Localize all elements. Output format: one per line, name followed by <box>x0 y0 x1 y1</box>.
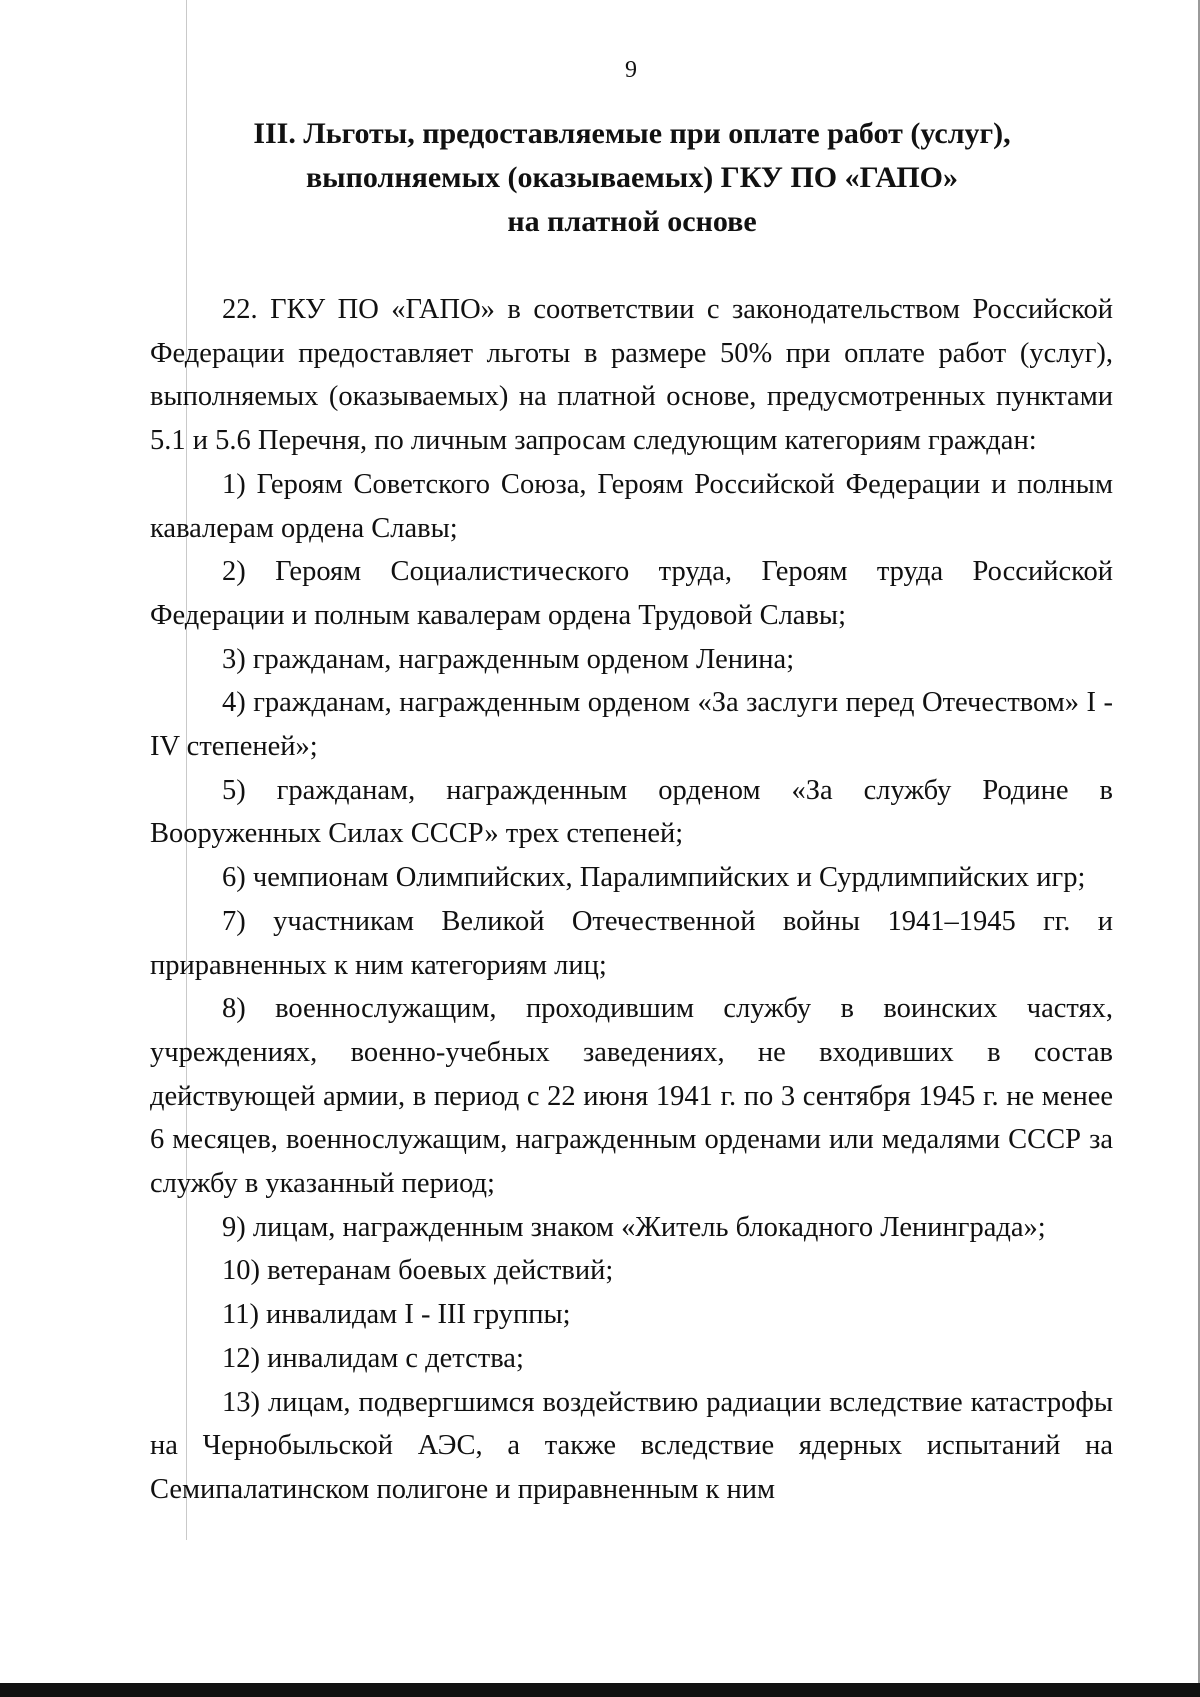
section-title-line-2: выполняемых (оказываемых) ГКУ ПО «ГАПО» <box>305 161 959 194</box>
list-item-4: 4) гражданам, награжденным орденом «За заслуги перед Отечеством» I - IV степеней»; <box>150 687 1113 763</box>
list-item-11: 11) инвалидам I - III группы; <box>222 1299 571 1331</box>
body-text <box>150 288 1113 1512</box>
section-title <box>150 112 1114 244</box>
page-number: 9 <box>625 57 637 83</box>
section-title-line-3: на платной основе <box>507 205 757 238</box>
list-item-5: 5) гражданам, награжденным орденом «За службу Родине в Вооруженных Силах СССР» трех степеней; <box>150 774 1113 850</box>
list-item-9: 9) лицам, награжденным знаком «Житель блокадного Ленинграда»; <box>222 1211 1046 1243</box>
list-item-3: 3) гражданам, награжденным орденом Ленина; <box>222 643 795 675</box>
list-item-6: 6) чемпионам Олимпийских, Паралимпийских и Сурдлимпийских игр; <box>222 862 1086 894</box>
scan-bottom-border <box>0 1683 1200 1697</box>
list-item-10: 10) ветеранам боевых действий; <box>222 1255 614 1287</box>
list-item-2: 2) Героям Социалистического труда, Героям труда Российской Федерации и полным кавалерам ордена Трудовой Славы; <box>150 556 1113 631</box>
paragraph-22-intro: 22. ГКУ ПО «ГАПО» в соответствии с законодательством Российской Федерации предоставляет льготы в размере 50% при оплате работ (услуг), выполняемых (оказываемых) на платной основе, предусмотренных пунктами 5.1 и 5.6 Перечня, по личным запросам следующим категориям граждан: <box>150 294 1113 457</box>
list-item-7: 7) участникам Великой Отечественной войны 1941–1945 гг. и приравненных к ним категориям лиц; <box>150 905 1113 981</box>
list-item-1: 1) Героям Советского Союза, Героям Российской Федерации и полным кавалерам ордена Славы; <box>150 468 1113 544</box>
list-item-8: 8) военнослужащим, проходившим службу в воинских частях, учреждениях, военно-учебных заведениях, не входивших в состав действующей армии, в период с 22 июня 1941 г. по 3 сентября 1945 г. не менее 6 месяцев, военнослужащим, награжденным орденами или медалями СССР за службу в указанный период; <box>150 993 1113 1200</box>
section-title-line-1: III. Льготы, предоставляемые при оплате работ (услуг), <box>253 117 1011 150</box>
list-item-13: 13) лицам, подвергшимся воздействию радиации вследствие катастрофы на Чернобыльской АЭС, а также вследствие ядерных испытаний на Семипалатинском полигоне и приравненным к ним <box>150 1386 1113 1505</box>
list-item-12: 12) инвалидам с детства; <box>222 1342 524 1374</box>
